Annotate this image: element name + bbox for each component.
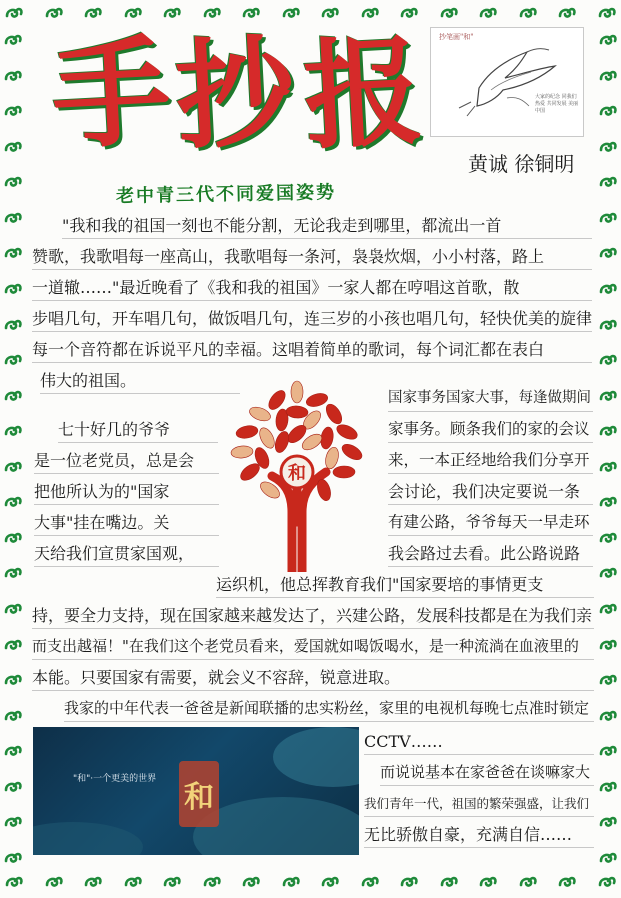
article-line: 来，一本正经地给我们分享开 bbox=[388, 451, 590, 469]
article-line: 天给我们宣贯家国观， bbox=[34, 544, 195, 563]
author-signature: 黄诚 徐铜明 bbox=[468, 152, 575, 176]
tree-leaf bbox=[235, 424, 259, 440]
swirl-ornament-icon bbox=[320, 3, 340, 23]
swirl-ornament-icon bbox=[598, 635, 618, 655]
svg-text:和: 和 bbox=[288, 463, 306, 484]
tree-leaf bbox=[305, 391, 329, 409]
swirl-ornament-icon bbox=[3, 777, 23, 797]
title-char-3: 报 bbox=[300, 21, 426, 166]
title-char-2: 抄 bbox=[172, 21, 298, 166]
swirl-ornament-icon bbox=[3, 208, 23, 228]
swirl-ornament-icon bbox=[598, 777, 618, 797]
sketch-note: 大家的纪念 同我们热爱 共同发展 美丽中国 bbox=[535, 94, 579, 114]
swirl-ornament-icon bbox=[3, 421, 23, 441]
swirl-ornament-icon bbox=[360, 3, 380, 23]
border-right bbox=[598, 30, 618, 868]
swirl-ornament-icon bbox=[3, 528, 23, 548]
title-char-1: 手 bbox=[48, 21, 174, 166]
swirl-ornament-icon bbox=[3, 599, 23, 619]
ruled-line bbox=[388, 535, 593, 536]
swirl-ornament-icon bbox=[123, 3, 143, 23]
tree-emblem-icon bbox=[222, 372, 372, 572]
swirl-ornament-icon bbox=[3, 812, 23, 832]
article-line: CCTV…… bbox=[364, 732, 443, 751]
swirl-ornament-icon bbox=[598, 741, 618, 761]
ruled-line bbox=[388, 473, 593, 474]
photo-caption: "和"·一个更美的世界 bbox=[73, 774, 157, 784]
swirl-ornament-icon bbox=[3, 635, 23, 655]
ruled-line bbox=[32, 362, 592, 363]
swirl-ornament-icon bbox=[4, 872, 24, 892]
swirl-ornament-icon bbox=[598, 421, 618, 441]
swirl-ornament-icon bbox=[3, 670, 23, 690]
ruled-line bbox=[380, 785, 594, 786]
swirl-ornament-icon bbox=[3, 741, 23, 761]
swirl-ornament-icon bbox=[3, 279, 23, 299]
ruled-line bbox=[32, 300, 592, 301]
swirl-ornament-icon bbox=[281, 872, 301, 892]
tree-leaf bbox=[266, 388, 289, 413]
swirl-ornament-icon bbox=[598, 208, 618, 228]
swirl-ornament-icon bbox=[598, 30, 618, 50]
article-line: 有建公路，爷爷每天一早走环 bbox=[388, 513, 590, 531]
swirl-ornament-icon bbox=[598, 279, 618, 299]
swirl-ornament-icon bbox=[3, 66, 23, 86]
swirl-ornament-icon bbox=[518, 872, 538, 892]
article-line: 一道辙……"最近晚看了《我和我的祖国》一家人都在哼唱这首歌，散 bbox=[32, 278, 520, 297]
swirl-ornament-icon bbox=[202, 872, 222, 892]
swirl-ornament-icon bbox=[399, 872, 419, 892]
swirl-ornament-icon bbox=[439, 3, 459, 23]
swirl-ornament-icon bbox=[598, 137, 618, 157]
article-line: 持，要全力支持，现在国家越来越发达了，兴建公路，发展科技都是在为我们亲 bbox=[32, 606, 593, 625]
tree-leaf bbox=[257, 425, 278, 450]
subtitle: 老中青三代不同爱国姿势 bbox=[115, 182, 337, 207]
article-line: "我和我的祖国一刻也不能分割，无论我走到哪里，都流出一首 bbox=[62, 216, 502, 235]
ruled-line bbox=[364, 754, 594, 755]
article-line: 七十好几的爷爷 bbox=[58, 420, 171, 439]
swirl-ornament-icon bbox=[598, 812, 618, 832]
article-line: 国家事务国家大事，每逢做期间 bbox=[388, 390, 591, 406]
swirl-ornament-icon bbox=[478, 872, 498, 892]
swirl-ornament-icon bbox=[598, 315, 618, 335]
ruled-line bbox=[34, 473, 219, 474]
ruled-line bbox=[32, 628, 594, 629]
swirl-ornament-icon bbox=[598, 101, 618, 121]
ruled-line bbox=[58, 442, 218, 443]
article-line: 本能。只要国家有需要，就会义不容辞，锐意进取。 bbox=[32, 668, 401, 687]
ruled-line bbox=[388, 504, 593, 505]
article-line: 我们青年一代，祖国的繁荣强盛，让我们 bbox=[364, 796, 590, 811]
photo-background bbox=[33, 727, 359, 855]
swirl-ornament-icon bbox=[3, 492, 23, 512]
swirl-ornament-icon bbox=[518, 3, 538, 23]
tree-leaf bbox=[230, 445, 253, 459]
ruled-line bbox=[34, 535, 219, 536]
swirl-ornament-icon bbox=[598, 66, 618, 86]
swirl-ornament-icon bbox=[598, 386, 618, 406]
swirl-ornament-icon bbox=[3, 315, 23, 335]
ruled-line bbox=[388, 566, 593, 567]
swirl-ornament-icon bbox=[162, 3, 182, 23]
swirl-ornament-icon bbox=[557, 872, 577, 892]
swirl-ornament-icon bbox=[3, 563, 23, 583]
swirl-ornament-icon bbox=[598, 172, 618, 192]
border-top bbox=[4, 3, 617, 25]
tree-leaf bbox=[248, 404, 273, 423]
swirl-ornament-icon bbox=[241, 872, 261, 892]
article-line: 而说说基本在家爸爸在谈嘛家大 bbox=[380, 763, 591, 781]
swirl-ornament-icon bbox=[4, 3, 24, 23]
swirl-ornament-icon bbox=[44, 872, 64, 892]
ruled-line bbox=[216, 597, 594, 598]
ruled-line bbox=[388, 442, 593, 443]
swirl-ornament-icon bbox=[598, 706, 618, 726]
ruled-line bbox=[34, 504, 219, 505]
swirl-ornament-icon bbox=[3, 386, 23, 406]
ruled-line bbox=[364, 816, 594, 817]
swirl-ornament-icon bbox=[281, 3, 301, 23]
article-line: 把他所认为的"国家 bbox=[34, 482, 170, 501]
swirl-ornament-icon bbox=[162, 872, 182, 892]
swirl-ornament-icon bbox=[598, 492, 618, 512]
article-line: 而支出越福！"在我们这个老党员看来，爱国就如喝饭喝水，是一种流淌在血液里的 bbox=[32, 637, 579, 655]
ruled-line bbox=[388, 411, 593, 412]
ruled-line bbox=[40, 393, 240, 394]
swirl-ornament-icon bbox=[478, 3, 498, 23]
article-line: 无比骄傲自豪，充满自信…… bbox=[364, 825, 573, 844]
article-line: 会讨论，我们决定要说一条 bbox=[388, 482, 581, 501]
swirl-ornament-icon bbox=[399, 3, 419, 23]
swirl-ornament-icon bbox=[439, 872, 459, 892]
tree-leaf bbox=[286, 405, 309, 419]
swirl-ornament-icon bbox=[598, 848, 618, 868]
swirl-ornament-icon bbox=[598, 350, 618, 370]
tree-leaf bbox=[323, 401, 345, 426]
tree-leaf bbox=[323, 446, 340, 470]
sketch-caption: 抄笔画"和" bbox=[439, 33, 474, 41]
swirl-ornament-icon bbox=[598, 243, 618, 263]
swirl-ornament-icon bbox=[598, 528, 618, 548]
ruled-line bbox=[34, 566, 219, 567]
tree-leaf bbox=[333, 466, 355, 478]
article-line: 每一个音符都在诉说平凡的幸福。这唱着简单的歌词，每个词汇都在表白 bbox=[32, 340, 545, 359]
ruled-line bbox=[62, 238, 592, 239]
swirl-ornament-icon bbox=[3, 457, 23, 477]
article-line: 是一位老党员，总是会 bbox=[34, 451, 195, 470]
swirl-ornament-icon bbox=[3, 706, 23, 726]
article-line: 家事务。顾条我们的家的会议 bbox=[388, 420, 590, 438]
tree-leaf bbox=[291, 381, 303, 403]
swirl-ornament-icon bbox=[597, 872, 617, 892]
article-line: 我会路过去看。此公路说路 bbox=[388, 544, 581, 563]
svg-text:和: 和 bbox=[184, 780, 214, 815]
swirl-ornament-icon bbox=[241, 3, 261, 23]
ruled-line bbox=[32, 331, 592, 332]
swirl-ornament-icon bbox=[360, 872, 380, 892]
swirl-ornament-icon bbox=[83, 3, 103, 23]
swirl-ornament-icon bbox=[3, 350, 23, 370]
swirl-ornament-icon bbox=[597, 3, 617, 23]
swirl-ornament-icon bbox=[3, 137, 23, 157]
swirl-ornament-icon bbox=[83, 872, 103, 892]
sketch-illustration bbox=[430, 27, 584, 137]
ruled-line bbox=[32, 269, 592, 270]
ruled-line bbox=[64, 721, 594, 722]
swirl-ornament-icon bbox=[3, 243, 23, 263]
tree-leaf bbox=[334, 422, 359, 442]
article-line: 步唱几句，开车唱几句，做饭唱几句，连三岁的小孩也唱几句，轻快优美的旋律 bbox=[32, 309, 592, 328]
article-line: 大事"挂在嘴边。关 bbox=[34, 513, 170, 532]
tree-leaf bbox=[273, 430, 292, 455]
swirl-ornament-icon bbox=[598, 563, 618, 583]
swirl-ornament-icon bbox=[123, 872, 143, 892]
tree-leaf bbox=[339, 441, 364, 463]
border-bottom bbox=[4, 872, 617, 894]
ruled-line bbox=[364, 847, 594, 848]
page-title bbox=[48, 21, 432, 166]
swirl-ornament-icon bbox=[3, 101, 23, 121]
article-line: 我家的中年代表一爸爸是新闻联播的忠实粉丝，家里的电视机每晚七点准时锁定 bbox=[64, 699, 590, 717]
article-line: 运织机，他总挥教育我们"国家要培的事情更支 bbox=[216, 575, 544, 594]
article-line: 赞歌，我歌唱每一座高山，我歌唱每一条河，袅袅炊烟，小小村落，路上 bbox=[32, 247, 545, 266]
border-left bbox=[3, 30, 23, 868]
swirl-ornament-icon bbox=[3, 30, 23, 50]
swirl-ornament-icon bbox=[557, 3, 577, 23]
bird-sketch-icon bbox=[431, 28, 581, 134]
photo-banner bbox=[33, 727, 359, 855]
swirl-ornament-icon bbox=[598, 457, 618, 477]
swirl-ornament-icon bbox=[202, 3, 222, 23]
swirl-ornament-icon bbox=[3, 848, 23, 868]
ruled-line bbox=[32, 690, 594, 691]
swirl-ornament-icon bbox=[3, 172, 23, 192]
swirl-ornament-icon bbox=[598, 599, 618, 619]
swirl-ornament-icon bbox=[320, 872, 340, 892]
swirl-ornament-icon bbox=[44, 3, 64, 23]
article-line: 伟大的祖国。 bbox=[40, 371, 137, 390]
swirl-ornament-icon bbox=[598, 670, 618, 690]
ruled-line bbox=[32, 659, 594, 660]
